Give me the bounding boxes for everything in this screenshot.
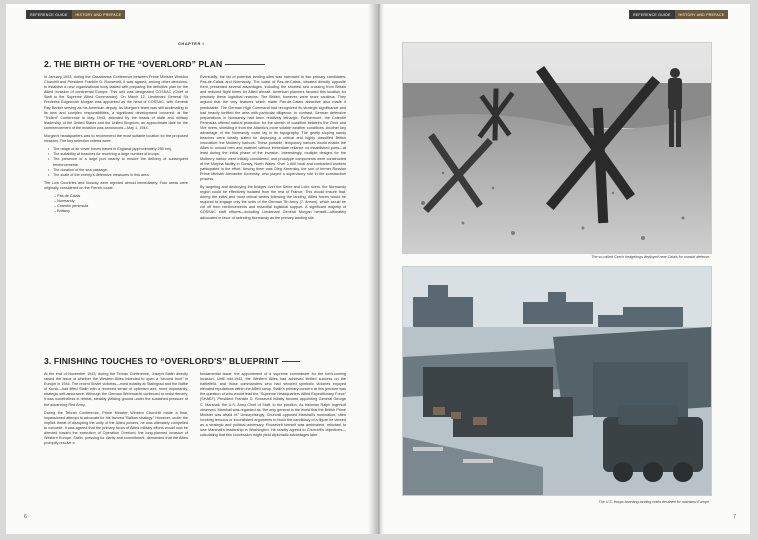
section-3-title-text: 3. FINISHING TOUCHES TO “OVERLORD'S” BLUEPRINT: [44, 356, 280, 366]
bottom-photo-caption: The U.S. troops boarding landing crafts destined for mainland Europe.: [598, 500, 710, 504]
left-page-column-1: [44, 75, 188, 217]
hedgehogs-image: [403, 43, 711, 253]
areas-list: [44, 194, 188, 214]
header-series: REFERENCE GUIDE: [629, 10, 675, 19]
section-2-title: [44, 59, 265, 69]
list-item: • The scale of the enemy's defensive measures in this area.: [53, 173, 188, 178]
title-rule: [282, 361, 300, 362]
list-item: – Pas de Calais: [54, 194, 188, 199]
list-item: – Cotentin peninsula: [54, 204, 188, 209]
right-page: [380, 4, 750, 534]
section-3-title: [44, 356, 300, 366]
page-number-right: 7: [733, 514, 736, 520]
list-item: • The presence of a large port nearby to ensure the delivery of subsequent reinforcements.: [53, 157, 188, 167]
header-section: HISTORY AND PREFACE: [72, 10, 126, 19]
section-2-title-text: 2. THE BIRTH OF THE “OVERLORD” PLAN: [44, 59, 223, 69]
list-item: – Normandy: [54, 199, 188, 204]
criteria-list: [44, 147, 188, 178]
section-2-paragraph-3: The Low Countries and Norway were rejected almost immediately. Four areas were originally considered on the French coast:: [44, 180, 188, 190]
landing-crafts-image: [403, 267, 711, 495]
section-2-paragraph-4: Eventually, the list of potential landing sites was narrowed to two primary candidates: Pas-de-Calais and Normandy. The coast of Pas-de-Calais, situated directly opposite Kent, presented several advantages, including the shortest sea crossing from Britain and reduced flight times for Allied aircraft. American planners favored this location for precisely these logistical reasons. The British, however, were more cautious. They argued that the very features which made Pas-de-Calais attractive also made it predictable. The German High Command had recognized its strategic significance and had heavily fortified the area with particular diligence. In contrast, German defensive preparations in Normandy had been relatively lethargic. Furthermore, the Cotentin Peninsula offered natural protection for the stretch of coastline between the Orne and Vire rivers, shielding it from the Atlantic's more volatile weather conditions. Another key advantage of the Normandy coast lay in its topography. The gently sloping sandy beaches were ideally suited for deploying a critical and highly classified British innovation: the Mulberry harbors. These portable, temporary harbors would enable the Allies to unload men and materiel without immediate reliance on established ports—at least during the initial phase of the invasion. Interestingly, multiple designs for the Mulberry harbor were initially considered, and prototype components were constructed at the Morpha facility in Conwy, North Wales. Over 1,000 local and contracted workers participated in the effort. Among them was Oleg Kerensky, the son of former Russian Prime Minister Alexander Kerensky, who played a supervisory role in the construction process.: [200, 75, 346, 181]
chapter-label: CHAPTER I: [178, 41, 205, 46]
left-page-header: [26, 10, 125, 19]
section-3-paragraph-2: During the Tehran Conference, Prime Minister Winston Churchill made a final, impassioned attempt to advocate for his favored “Balkan strategy.” However, under the implicit threat of disrupting the unity of the Allied powers, he was ultimately compelled to concede. It was agreed that the primary focus of Allied military efforts would now be directed toward the execution of Operation Overlord, the long-planned invasion of Western Europe. Stalin, pressing for clarity and commitment, demanded that the Allies promptly resolve a: [44, 410, 188, 446]
section-2-paragraph-5: By targeting and destroying the bridges over the Seine and Loire rivers, the Normandy region could be effectively isolated from the rest of France. This would ensure that, during the initial and most critical weeks following the landing, Allied forces would be required to engage only the units of the German 7th Army (7. Armee), which would be cut off from reinforcements and essential logistical support. A significant majority of COSSAC staff officers—including Lieutenant General Morgan himself—ultimately advocated in favor of selecting Normandy as the primary landing site.: [200, 184, 346, 220]
section-2-paragraph-2: Morgan's headquarters was to recommend the most suitable location for the proposed invasion. The key selection criteria were:: [44, 134, 188, 144]
title-rule: [225, 64, 265, 65]
landing-crafts-photo: [402, 266, 712, 496]
top-photo-caption: The so-called Czech hedgehogs deployed near Calais for coastal defense.: [591, 255, 710, 259]
left-page-column-4: [200, 372, 346, 512]
list-item: • The duration of the sea passage.: [53, 168, 188, 173]
list-item: • The range of air cover forces based in England (approximately 250 km).: [53, 147, 188, 152]
left-page-column-2: [200, 75, 346, 345]
hedgehogs-photo: [402, 42, 712, 254]
list-item: – Brittany: [54, 209, 188, 214]
spine-shadow: [368, 4, 384, 534]
header-series: REFERENCE GUIDE: [26, 10, 72, 19]
section-3-paragraph-3: fundamental issue: the appointment of a supreme commander for the forth-coming invasion. Until mid-1942, the Western Allies had achieved limited success on the battlefield, and those commanders who had secured symbolic victories enjoyed elevated reputations within the Allied camp. Stalin's primary concern at this juncture was the question of who would lead the “Supreme Headquarters Allied Expeditionary Force” (SHAEF). President Franklin D. Roosevelt initially favored appointing General George C. Marshall, the U.S. Army Chief of Staff, to the position. As historian Ralph Ingersoll observed, Marshall was regarded as “the only general in the world that the British Prime Minister was afraid of.” Unsurprisingly, Churchill opposed Marshall's nomination, often invoking tenuous or inconsistent arguments to block the candidacy of a figure he viewed as a strategic and political adversary. Roosevelt himself was ambivalent, reluctant to lose Marshall's leadership in Washington. He readily agreed to Churchill's objections—calculating that this concession might yield diplomatic advantages later.: [200, 372, 346, 438]
section-3-paragraph-1: At the end of November 1943, during the Tehran Conference, Joseph Stalin directly raised the issue of whether the Western Allies intended to open a “second front” in Europe in 1944. The recent Soviet victories—most notably at Stalingrad and the Battle of Kursk—had lifted Stalin with a renewed sense of optimism and, more importantly, strategic self-assurance. Although the German Wehrmacht continued to resist fiercely, it was nonetheless in retreat, steadily yielding ground under the sustained pressure of the advancing Red Army.: [44, 372, 188, 407]
list-item: • The suitability of beaches for receiving a large number of troops.: [53, 152, 188, 157]
magazine-spread: [6, 4, 750, 534]
page-number-left: 6: [24, 514, 27, 520]
left-page: [6, 4, 378, 534]
right-page-header: [629, 10, 728, 19]
left-page-column-3: [44, 372, 188, 512]
header-section: HISTORY AND PREFACE: [675, 10, 729, 19]
section-2-paragraph-1: In January 1943, during the Casablanca Conference between Prime Minister Winston Churchill and President Franklin D. Roosevelt, it was agreed, among other decisions, to establish a new organizational body tasked with preparing the definitive plan for the Allied invasion of continental Europe. This unit was designated COSSAC (Chief of Staff to the Supreme Allied Commander). On March 12, Lieutenant General Sir Frederick Edgeworth Morgan was appointed as the head of COSSAC, with General Ray Barker serving as his American deputy. As Morgan's team was still acclimating to its new and complex responsibilities, a significant development occurred: at the “Trident” Conference in May 1943, attended by the heads of state and military leadership of the United States and the United Kingdom, an approximate date for the commencement of the invasion was announced—May 1, 1944.: [44, 75, 188, 130]
